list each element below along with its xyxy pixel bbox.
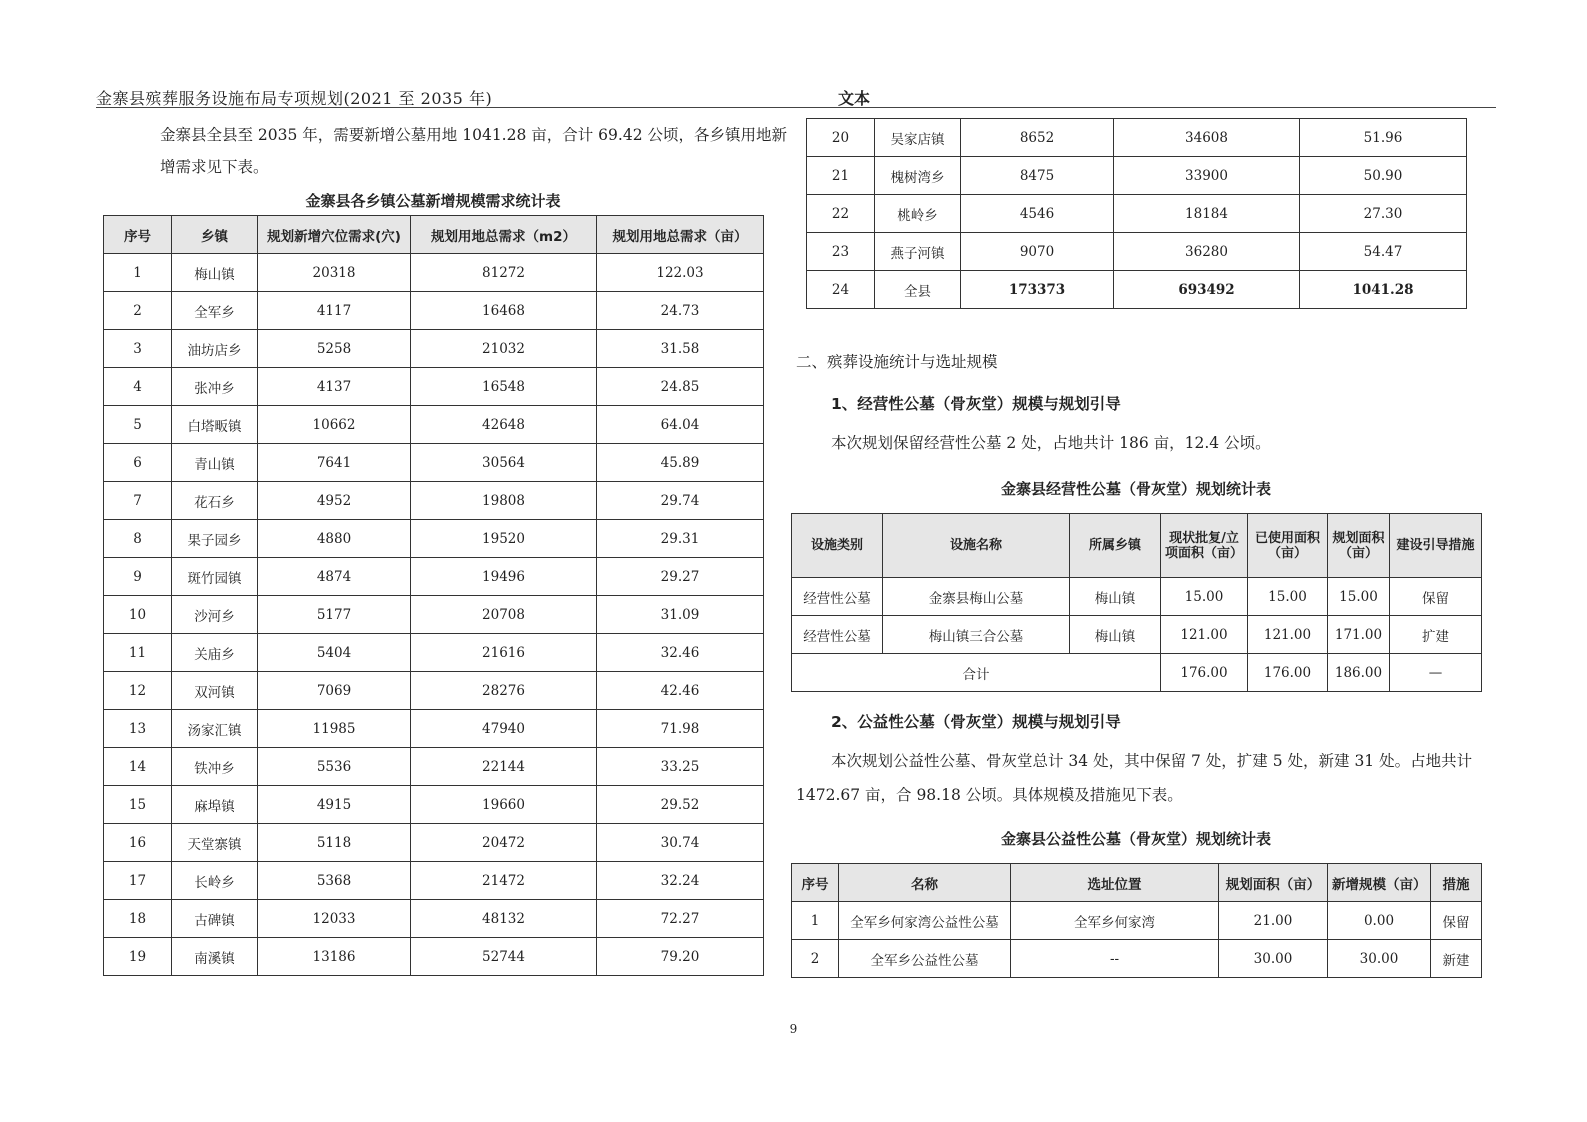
table-cell: 21616 [411,634,597,672]
table-cell: 桃岭乡 [875,195,961,233]
table-cell: 20318 [258,254,411,292]
table-cell: 1041.28 [1300,271,1467,309]
table-cell: 保留 [1431,902,1482,940]
table-cell: 4915 [258,786,411,824]
table-cell: 36280 [1114,233,1300,271]
table-cell: 全军乡何家湾公益性公墓 [839,902,1011,940]
table-cell: 20472 [411,824,597,862]
table-cell: 双河镇 [172,672,258,710]
table-cell: 47940 [411,710,597,748]
table-cell: 29.31 [597,520,764,558]
table-cell: 4952 [258,482,411,520]
intro-line-2: 增需求见下表。 [160,158,269,176]
col-header: 建设引导措施 [1390,514,1482,578]
table-row [104,368,764,406]
table-cell: 长岭乡 [172,862,258,900]
table-cell: 20 [807,119,875,157]
table-cell: 全县 [875,271,961,309]
table-cell: 0.00 [1328,902,1431,940]
table-cell: -- [1011,940,1219,978]
table-cell: 186.00 [1328,654,1390,692]
table-cell: 27.30 [1300,195,1467,233]
table-cell: 燕子河镇 [875,233,961,271]
table-cell: 13 [104,710,172,748]
table-row [104,824,764,862]
township-demand-table-continued [806,118,1467,309]
col-header: 新增规模（亩） [1328,864,1431,902]
table-row [104,900,764,938]
table-cell: 16548 [411,368,597,406]
table-cell: 7 [104,482,172,520]
table-cell: 4880 [258,520,411,558]
table-cell: 30564 [411,444,597,482]
table-cell: 花石乡 [172,482,258,520]
table-cell: 33900 [1114,157,1300,195]
table-cell: 7069 [258,672,411,710]
table-cell: 23 [807,233,875,271]
table-cell: 19808 [411,482,597,520]
table-cell: 斑竹园镇 [172,558,258,596]
col-header: 乡镇 [172,216,258,254]
table-cell: 3 [104,330,172,368]
table-cell: 4546 [961,195,1114,233]
table-cell: 9 [104,558,172,596]
table-row [807,119,1467,157]
table-header-row [792,514,1482,578]
table-cell: 全军乡公益性公墓 [839,940,1011,978]
col-header: 规划用地总需求（m2） [411,216,597,254]
table-cell: 5368 [258,862,411,900]
table-cell: 30.74 [597,824,764,862]
table-cell: 22144 [411,748,597,786]
table-cell: 新建 [1431,940,1482,978]
township-demand-table [103,215,764,976]
table-row [104,634,764,672]
table-cell: 18184 [1114,195,1300,233]
table-cell: 11 [104,634,172,672]
table-cell: 42.46 [597,672,764,710]
table-total-row [792,654,1482,692]
table-cell: 5177 [258,596,411,634]
table-cell: 64.04 [597,406,764,444]
section-heading: 二、殡葬设施统计与选址规模 [796,353,998,371]
table-cell: 19660 [411,786,597,824]
table2-body [807,119,1467,309]
table-cell: 经营性公墓 [792,616,883,654]
table-cell: 72.27 [597,900,764,938]
table-cell: 21.00 [1219,902,1328,940]
table-row [104,520,764,558]
table-cell: 21032 [411,330,597,368]
table-cell: 梅山镇 [172,254,258,292]
table-cell: 71.98 [597,710,764,748]
table-cell: 173373 [961,271,1114,309]
table-cell: 42648 [411,406,597,444]
table-row [792,578,1482,616]
table-cell: 1 [792,902,839,940]
table-cell: 金寨县梅山公墓 [883,578,1070,616]
table1-body [104,254,764,976]
section-label: 文本 [838,89,871,108]
table-cell: 8652 [961,119,1114,157]
table-cell: 汤家汇镇 [172,710,258,748]
table-row [104,254,764,292]
table-row [807,233,1467,271]
table-cell: 5118 [258,824,411,862]
table-header-row [104,216,764,254]
table-cell: 52744 [411,938,597,976]
table-cell: 15.00 [1248,578,1328,616]
col-header: 规划面积（亩） [1219,864,1328,902]
table-cell: 油坊店乡 [172,330,258,368]
table-cell: 693492 [1114,271,1300,309]
table-cell: 24.73 [597,292,764,330]
table-cell: 5536 [258,748,411,786]
table-cell: 31.58 [597,330,764,368]
table-row [104,292,764,330]
table-cell: 171.00 [1328,616,1390,654]
subsection-1-text: 本次规划保留经营性公墓 2 处，占地共计 186 亩，12.4 公顷。 [831,434,1271,452]
table-cell: 16 [104,824,172,862]
table-cell: 176.00 [1161,654,1248,692]
table-cell: 24 [807,271,875,309]
table-row [104,444,764,482]
table-cell: 4137 [258,368,411,406]
table-cell: 29.74 [597,482,764,520]
table-cell: 51.96 [1300,119,1467,157]
table-cell: 20708 [411,596,597,634]
table-cell: 29.27 [597,558,764,596]
table-cell: 21472 [411,862,597,900]
table1-title: 金寨县各乡镇公墓新增规模需求统计表 [305,192,561,210]
table-cell: 15 [104,786,172,824]
table-cell: 2 [792,940,839,978]
table-cell: 121.00 [1248,616,1328,654]
table-cell: 14 [104,748,172,786]
public-cemetery-table [791,863,1482,978]
col-header: 序号 [792,864,839,902]
table-cell: 33.25 [597,748,764,786]
table-cell: 梅山镇 [1070,616,1161,654]
table-row [104,862,764,900]
col-header: 序号 [104,216,172,254]
table-cell: 梅山镇三合公墓 [883,616,1070,654]
table-cell: 48132 [411,900,597,938]
table-cell: 176.00 [1248,654,1328,692]
table-cell: 10 [104,596,172,634]
table-row [104,786,764,824]
table-cell: 全军乡 [172,292,258,330]
table-cell: 12 [104,672,172,710]
table-cell: 30.00 [1328,940,1431,978]
col-header: 选址位置 [1011,864,1219,902]
col-header: 已使用面积（亩） [1248,514,1328,578]
intro-line-1: 金寨县全县至 2035 年，需要新增公墓用地 1041.28 亩，合计 69.42 公顷，各乡镇用地新 [160,126,787,144]
table-cell: 45.89 [597,444,764,482]
table-cell: 50.90 [1300,157,1467,195]
table-cell: 17 [104,862,172,900]
table-cell: 铁冲乡 [172,748,258,786]
col-header: 设施类别 [792,514,883,578]
subsection-2-line-1: 本次规划公益性公墓、骨灰堂总计 34 处，其中保留 7 处，扩建 5 处，新建 31 处。占地共计 [831,752,1473,770]
table-header-row [792,864,1482,902]
table-cell: 28276 [411,672,597,710]
table-cell: 79.20 [597,938,764,976]
table-row [792,616,1482,654]
col-header: 现状批复/立项面积（亩） [1161,514,1248,578]
table-cell: 29.52 [597,786,764,824]
table-cell: 12033 [258,900,411,938]
col-header: 措施 [1431,864,1482,902]
col-header: 规划面积（亩） [1328,514,1390,578]
table-row [792,902,1482,940]
table-row [807,157,1467,195]
table-cell: 古碑镇 [172,900,258,938]
table-row [792,940,1482,978]
table-cell: 保留 [1390,578,1482,616]
page-number: 9 [789,1022,798,1036]
table-cell: 8 [104,520,172,558]
table-cell: 白塔畈镇 [172,406,258,444]
table-cell: 30.00 [1219,940,1328,978]
table-cell: 扩建 [1390,616,1482,654]
table-cell: 4874 [258,558,411,596]
table-cell: 122.03 [597,254,764,292]
table-cell: 经营性公墓 [792,578,883,616]
table-cell: 1 [104,254,172,292]
table-row [104,672,764,710]
table-row [807,195,1467,233]
table-cell: 麻埠镇 [172,786,258,824]
table-cell: 121.00 [1161,616,1248,654]
table-cell: 8475 [961,157,1114,195]
table-cell: 24.85 [597,368,764,406]
table-cell: 22 [807,195,875,233]
table-cell: 34608 [1114,119,1300,157]
total-label: 合计 [792,654,1161,692]
table3-title: 金寨县经营性公墓（骨灰堂）规划统计表 [1000,480,1271,498]
table-cell: 5258 [258,330,411,368]
table-cell: 吴家店镇 [875,119,961,157]
table-cell: 16468 [411,292,597,330]
table-cell: 32.24 [597,862,764,900]
table-cell: 19 [104,938,172,976]
table-cell: 5404 [258,634,411,672]
table-cell: 沙河乡 [172,596,258,634]
table-row [104,710,764,748]
table-cell: 19496 [411,558,597,596]
table-cell: 32.46 [597,634,764,672]
table-cell: 11985 [258,710,411,748]
table-cell: 2 [104,292,172,330]
table-cell: 15.00 [1161,578,1248,616]
table-cell: 果子园乡 [172,520,258,558]
table-cell: — [1390,654,1482,692]
table-cell: 7641 [258,444,411,482]
table-cell: 15.00 [1328,578,1390,616]
table-cell: 梅山镇 [1070,578,1161,616]
table-cell: 张冲乡 [172,368,258,406]
table-cell: 天堂寨镇 [172,824,258,862]
col-header: 设施名称 [883,514,1070,578]
col-header: 规划用地总需求（亩） [597,216,764,254]
col-header: 所属乡镇 [1070,514,1161,578]
table-cell: 13186 [258,938,411,976]
table-cell: 18 [104,900,172,938]
table-cell: 青山镇 [172,444,258,482]
table-cell: 全军乡何家湾 [1011,902,1219,940]
col-header: 名称 [839,864,1011,902]
subsection-heading-1: 1、经营性公墓（骨灰堂）规模与规划引导 [831,395,1121,413]
table-cell: 54.47 [1300,233,1467,271]
table-row [104,938,764,976]
header-divider [96,107,1496,108]
table-row [104,596,764,634]
document-title: 金寨县殡葬服务设施布局专项规划(2021 至 2035 年) [96,89,493,108]
table-total-row [807,271,1467,309]
col-header: 规划新增穴位需求(穴) [258,216,411,254]
table-row [104,558,764,596]
table-row [104,330,764,368]
table-cell: 南溪镇 [172,938,258,976]
table-cell: 槐树湾乡 [875,157,961,195]
table-cell: 4117 [258,292,411,330]
table-cell: 81272 [411,254,597,292]
table-row [104,406,764,444]
table-cell: 4 [104,368,172,406]
table-cell: 5 [104,406,172,444]
table-cell: 21 [807,157,875,195]
commercial-cemetery-table [791,513,1482,692]
table-cell: 关庙乡 [172,634,258,672]
table-cell: 31.09 [597,596,764,634]
table4-title: 金寨县公益性公墓（骨灰堂）规划统计表 [1000,830,1271,848]
table-cell: 10662 [258,406,411,444]
table-cell: 19520 [411,520,597,558]
subsection-2-line-2: 1472.67 亩，合 98.18 公顷。具体规模及措施见下表。 [796,786,1183,804]
table-row [104,748,764,786]
table-cell: 6 [104,444,172,482]
table-row [104,482,764,520]
table-cell: 9070 [961,233,1114,271]
subsection-heading-2: 2、公益性公墓（骨灰堂）规模与规划引导 [831,713,1121,731]
